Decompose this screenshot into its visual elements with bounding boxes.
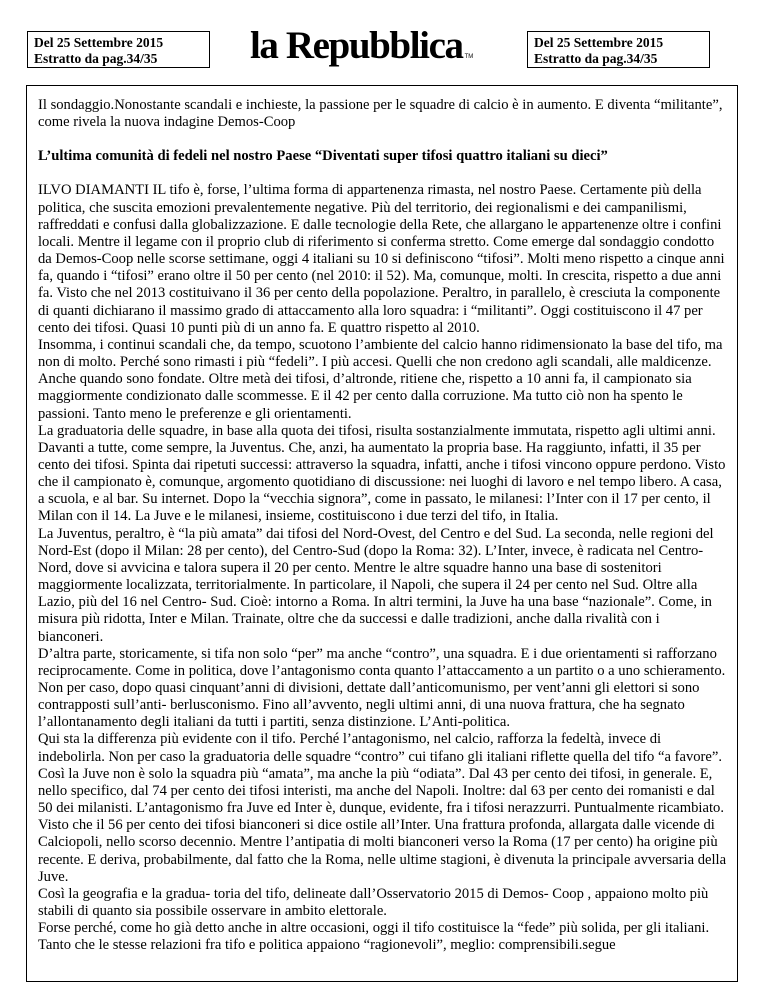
article-subtitle: Il sondaggio.Nonostante scandali e inchieste, la passione per le squadre di calcio è in aumento. E diventa “militante”, come rivela la nuova indagine Demos-Coop	[38, 97, 723, 131]
logo-trademark: TM	[464, 54, 474, 60]
date-line: Del 25 Settembre 2015	[534, 35, 664, 50]
paragraph: La graduatoria delle squadre, in base alla quota dei tifosi, risulta sostanzialmente immutata, rispetto agli ultimi anni. Davanti a tutte, come sempre, la Juventus. Che, anzi, ha aumentato la propria base. Ha raggiunto, infatti, il 35 per cento dei tifosi. Spinta dai ripetuti successi: attraverso la squadra, infatti, anche i tifosi vincono oppure perdono. Visto che il campionato è, comunque, argomento quotidiano di discussione: nei luoghi di lavoro e nel tempo libero. A casa, a scuola, e al bar. Su internet. Dopo la “vecchia signora”, come in passato, le milanesi: l’Inter con il 17 per cento, il Milan con il 14. La Juve e le milanesi, insieme, costituiscono i due terzi del tifo, in Italia.	[38, 422, 726, 525]
paragraph: Forse perché, come ho già detto anche in altre occasioni, oggi il tifo costituisce la “fede” più solida, per gli italiani. Tanto che le stesse relazioni fra tifo e politica appaiono “ragionevoli”, meglio: comprensibili.segue	[38, 920, 710, 954]
paragraph: Qui sta la differenza più evidente con il tifo. Perché l’antagonismo, nel calcio, rafforza la fedeltà, invece di indebolirla. Non per caso la graduatoria delle squadre “contro” cui tifano gli italiani riflette quella del tifo “a favore”. Così la Juve non è solo la squadra più “amata”, ma anche la più “odiata”. Dal 43 per cento dei tifosi, in generale. E, nello specifico, dal 74 per cento dei tifosi interisti, ma anche del Napoli. Inoltre: dal 63 per cento dei romanisti e dal 50 dei milanisti. L’antagonismo fra Juve ed Inter è, dunque, evidente, fra i tifosi nerazzurri. Puntualmente ricambiato. Visto che il 56 per cento dei tifosi bianconeri si dice ostile all’Inter. Una frattura profonda, allargata dalle vicende di Calciopoli, nello scorso decennio. Mentre l’antipatia di molti bianconeri verso la Roma (17 per cento) ha origine più recente. E deriva, probabilmente, dal fatto che la Roma, nelle ultime stagioni, è divenuta la principale avversaria della Juve.	[38, 731, 727, 885]
article-headline: L’ultima comunità di fedeli nel nostro Paese “Diventati super tifosi quattro italiani su dieci”	[38, 148, 608, 165]
page-extract-line: Estratto da pag.34/35	[534, 51, 658, 66]
paragraph: Insomma, i continui scandali che, da tempo, scuotono l’ambiente del calcio hanno ridimensionato la base del tifo, ma non di molto. Perché sono rimasti i più “fedeli”. I più accesi. Quelli che non credono agli scandali, alle maldicenze. Anche quando sono fondate. Oltre metà dei tifosi, d’altronde, ritiene che, rispetto a 10 anni fa, il campionato sia maggiormente condizionato dalle scommesse. E il 42 per cento dalla corruzione. Ma tutto ciò non ha spento le passioni. Tanto meno le preferenze e gli orientamenti.	[38, 336, 723, 422]
page-extract-line: Estratto da pag.34/35	[34, 51, 158, 66]
date-line: Del 25 Settembre 2015	[34, 35, 164, 50]
paragraph: Così la geografia e la gradua- toria del tifo, delineate dall’Osservatorio 2015 di Demos- Coop , appaiono molto più stabili di quanto sia possibile osservare in ambito elettorale.	[38, 885, 709, 920]
paragraph: ILVO DIAMANTI IL tifo è, forse, l’ultima forma di appartenenza rimasta, nel nostro Paese. Certamente più della politica, che suscita emozioni prevalentemente negative. Più del territorio, dei regionalismi e dei campanilismi, raffreddati e confusi dalla globalizzazione. E dalle tecnologie della Rete, che allargano le appartenenze oltre i confini locali. Mentre il legame con il proprio club di riferimento si conferma stretto. Come emerge dal sondaggio condotto da Demos-Coop nelle scorse settimane, oggi 4 italiani su 10 si definiscono “tifosi”. Molti meno rispetto a cinque anni fa, quando i “tifosi” erano oltre il 50 per cento (nel 2010: il 52). Ma, comunque, molti. In crescita, rispetto a due anni fa. Visto che nel 2013 costituivano il 36 per cento della popolazione. Peraltro, in parallelo, è cresciuta la componente di quanti dichiarano il massimo grado di attaccamento alla loro squadra: i “militanti”. Oggi costituiscono il 47 per cento dei tifosi. Quasi 10 punti più di un anno fa. E quattro rispetto al 2010.	[38, 182, 725, 336]
article-body	[26, 85, 738, 982]
date-box-left	[27, 31, 210, 68]
logo-text: la Repubblica	[250, 24, 463, 67]
newspaper-logo	[250, 22, 490, 70]
date-box-right	[527, 31, 710, 68]
paragraph: La Juventus, peraltro, è “la più amata” dai tifosi del Nord-Ovest, del Centro e del Sud. La seconda, nelle regioni del Nord-Est (dopo il Milan: 28 per cento), del Centro-Sud (dopo la Roma: 32). L’Inter, invece, è radicata nel Centro-Nord, dove si avvicina e talora supera il 20 per cento. Mentre le altre squadre hanno una base di sostenitori maggiormente localizzata, territorialmente. In particolare, il Napoli, che supera il 24 per cento nel Sud. Oltre alla Lazio, più del 16 nel Centro- Sud. Cioè: intorno a Roma. In altri termini, la Juve ha una base “nazionale”. Come, in misura più ridotta, Inter e Milan. Trainate, oltre che da successi e dalle tradizioni, anche dalla rivalità con i bianconeri.	[38, 525, 714, 645]
paragraph: D’altra parte, storicamente, si tifa non solo “per” ma anche “contro”, una squadra. E i due orientamenti si rafforzano reciprocamente. Come in politica, dove l’antagonismo conta quanto l’attaccamento a un partito o a uno schieramento. Non per caso, dopo quasi cinquant’anni di divisioni, dettate dall’anticomunismo, per vent’anni gli elettori si sono contrapposti sull’anti- berlusconismo. Fino all’avvento, negli ultimi anni, di una nuova frattura, che ha segnato l’allontanamento degli italiani da tutti i partiti, senza distinzione. L’Anti-politica.	[38, 645, 726, 731]
